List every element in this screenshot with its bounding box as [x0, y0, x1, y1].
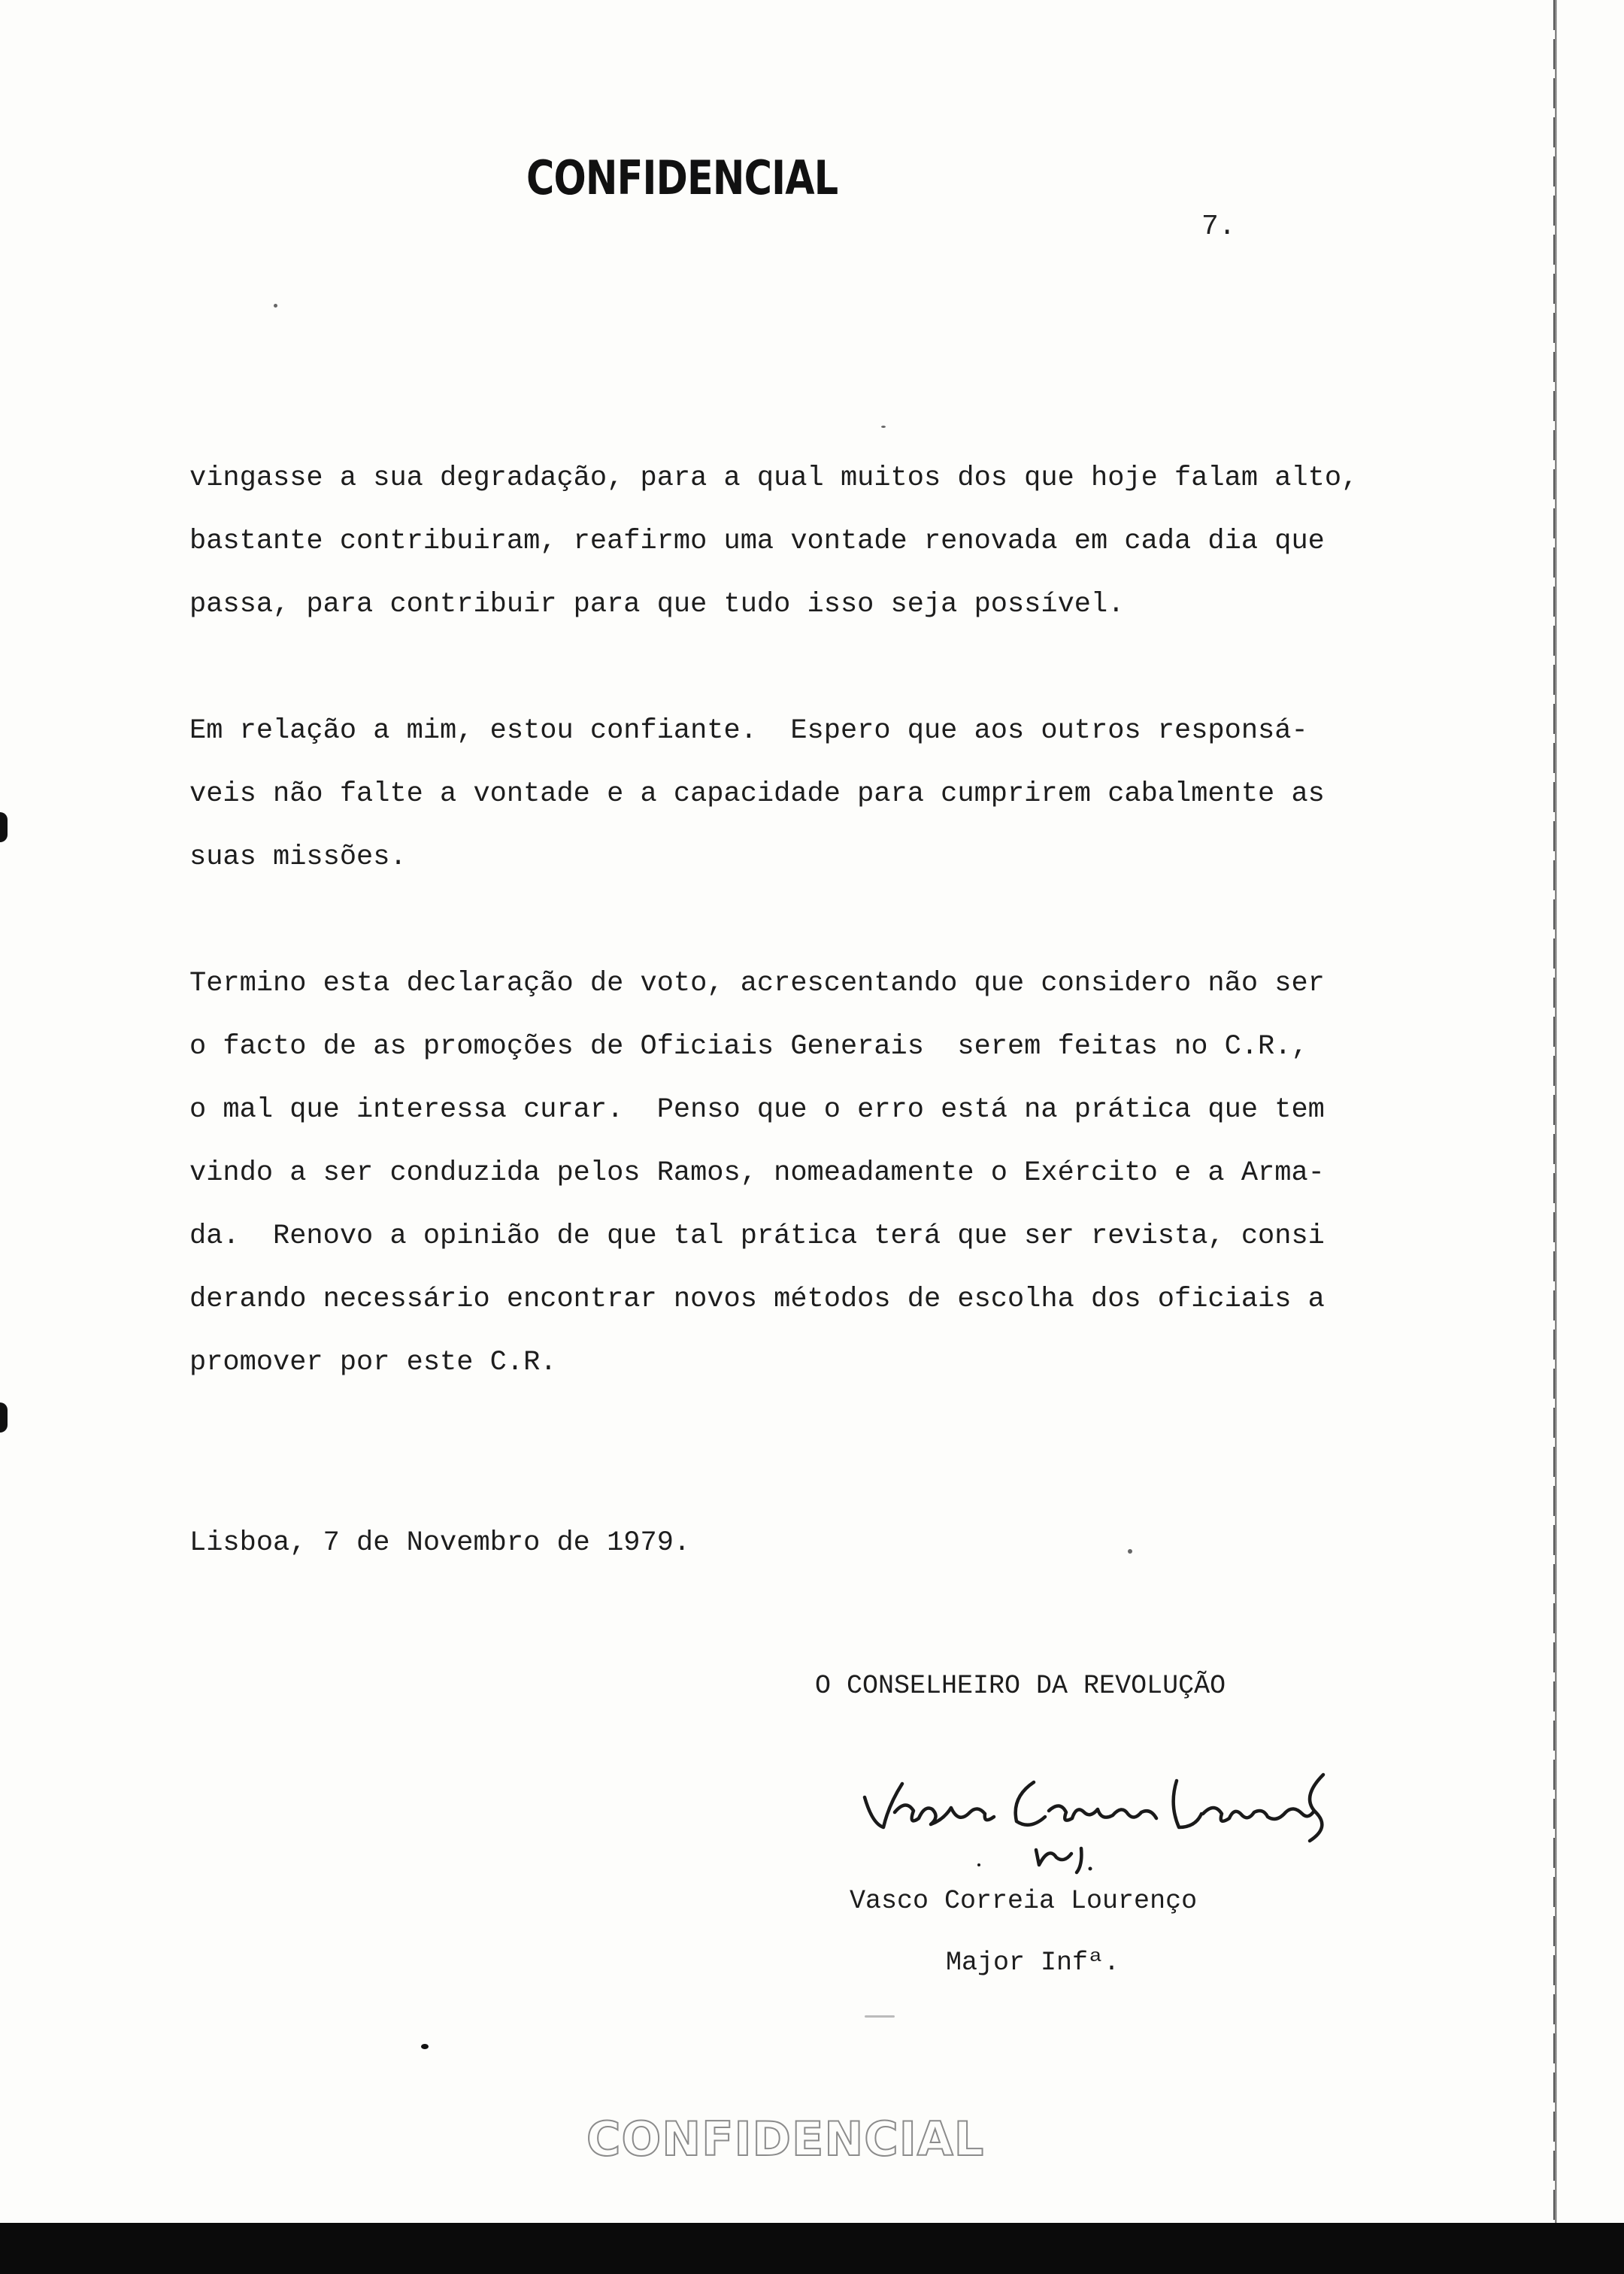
text-line: passa, para contribuir para que tudo isso seja possível.: [189, 589, 1125, 620]
paragraph: [189, 952, 1347, 1394]
punch-hole-mark: [0, 812, 8, 842]
text-line: o facto de as promoções de Oficiais Generais serem feitas no C.R.,: [189, 1031, 1308, 1063]
classification-stamp-top: CONFIDENCIAL: [526, 150, 838, 205]
text-line: suas missões.: [189, 841, 407, 873]
text-line: veis não falte a vontade e a capacidade para cumprirem cabalmente as: [189, 778, 1325, 810]
scan-speck: [865, 2015, 895, 2018]
signatory-title: O CONSELHEIRO DA REVOLUÇÃO: [815, 1671, 1226, 1701]
scan-speck: [421, 2044, 429, 2049]
scan-speck: [274, 304, 277, 308]
place-date: Lisboa, 7 de Novembro de 1979.: [189, 1527, 691, 1559]
signatory-rank: Major Infª.: [946, 1948, 1120, 1978]
classification-stamp-bottom: CONFIDENCIAL: [586, 2112, 985, 2166]
scan-speck: [881, 426, 886, 428]
letter-body: [189, 447, 1359, 1457]
signatory-name: Vasco Correia Lourenço: [850, 1886, 1198, 1916]
scan-bottom-border: [0, 2223, 1624, 2274]
scan-speck: [1128, 1549, 1132, 1554]
scan-page-edge: [1549, 0, 1624, 2274]
paragraph: [189, 447, 1359, 636]
page-number: 7.: [1201, 211, 1236, 243]
text-line: vindo a ser conduzida pelos Ramos, nomeadamente o Exército e a Arma-: [189, 1157, 1325, 1189]
text-line: derando necessário encontrar novos métodos de escolha dos oficiais a: [189, 1284, 1325, 1315]
handwritten-signature: [842, 1752, 1338, 1880]
punch-hole-mark: [0, 1402, 8, 1433]
text-line: bastante contribuiram, reafirmo uma vontade renovada em cada dia que: [189, 526, 1325, 557]
text-line: Termino esta declaração de voto, acrescentando que considero não ser: [189, 968, 1325, 999]
text-line: da. Renovo a opinião de que tal prática terá que ser revista, consi: [189, 1220, 1325, 1252]
paragraph: [189, 699, 1347, 889]
text-line: o mal que interessa curar. Penso que o erro está na prática que tem: [189, 1094, 1325, 1126]
text-line: Em relação a mim, estou confiante. Espero que aos outros responsá-: [189, 715, 1308, 747]
text-line: promover por este C.R.: [189, 1347, 557, 1378]
text-line: vingasse a sua degradação, para a qual muitos dos que hoje falam alto,: [189, 462, 1359, 494]
